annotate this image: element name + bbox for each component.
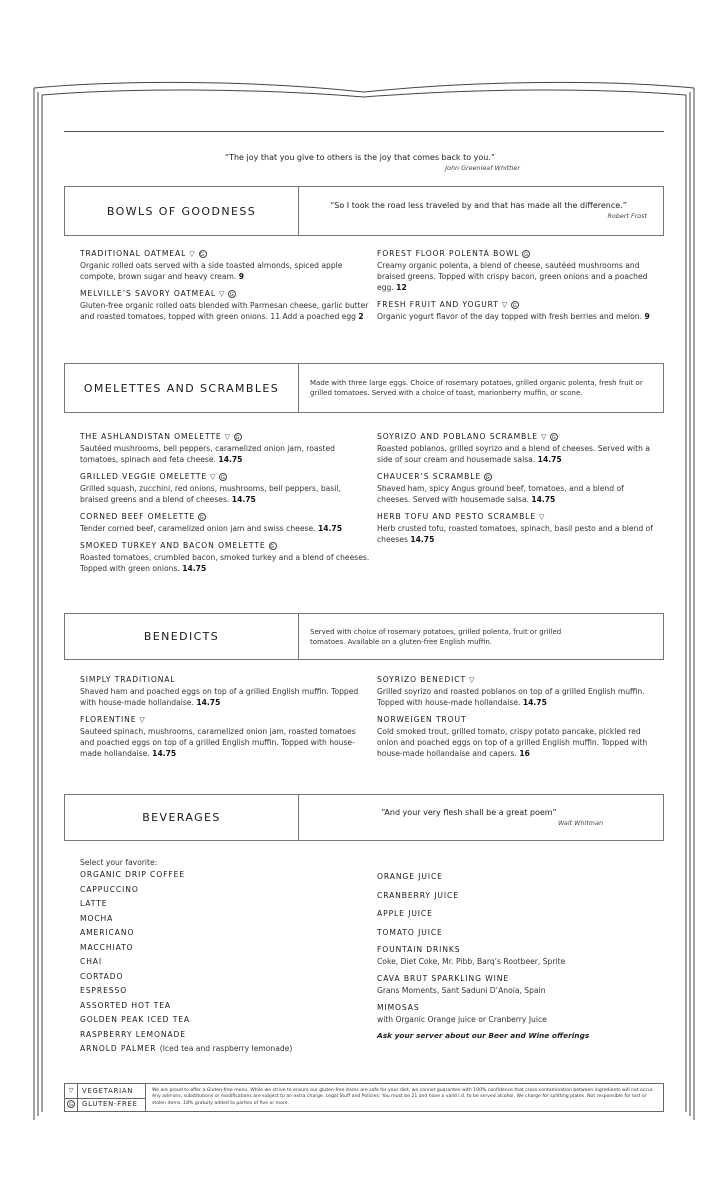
item-name: CORNED BEEF OMELETTE xyxy=(80,512,196,521)
item-price: 12 xyxy=(396,283,407,292)
gluten-free-icon: G xyxy=(485,475,491,481)
beverage-item: TOMATO JUICE xyxy=(377,927,443,937)
gluten-free-icon: G xyxy=(551,435,557,441)
item-desc: Roasted poblanos, grilled soyrizo and a blend of cheeses. Served with a side of sour cream and housemade salsa. xyxy=(377,444,651,464)
item-price: 9 xyxy=(644,312,650,321)
benedicts-right xyxy=(377,674,657,765)
section-title: BOWLS OF GOODNESS xyxy=(106,204,257,218)
beverage-item: GOLDEN PEAK ICED TEA xyxy=(80,1015,191,1024)
section-title: BENEDICTS xyxy=(143,630,220,643)
divider xyxy=(298,795,299,840)
item-desc: Gluten-free organic rolled oats blended with Parmesan cheese, garlic butter and roasted tomatoes, topped with green onions. 11 Add a poached egg xyxy=(80,301,369,321)
gluten-free-icon: G xyxy=(65,1098,78,1112)
item-name: NORWEIGEN TROUT xyxy=(377,715,467,724)
beverage-item: MACCHIATO xyxy=(80,942,134,952)
menu-item xyxy=(377,471,657,505)
item-name: FRESH FRUIT AND YOGURT xyxy=(377,300,499,309)
item-price: 14.75 xyxy=(410,535,435,544)
beverages-left xyxy=(80,857,370,1057)
bowls-header xyxy=(64,186,664,236)
legend xyxy=(65,1084,145,1111)
item-desc: Organic rolled oats served with a side toasted almonds, spiced apple compote, brown sugar and heavy cream. xyxy=(80,261,343,281)
item-desc: Herb crusted tofu, roasted tomatoes, spinach, basil pesto and a blend of cheeses xyxy=(377,524,653,544)
item-price: 2 xyxy=(358,312,364,321)
quote-author: Walt Whitman xyxy=(557,818,603,827)
beverage-name: MIMOSAS xyxy=(377,1003,420,1012)
section-desc: Served with choice of rosemary potatoes, grilled polenta, fruit or grilled tomatoes. Available on a gluten-free English muffin. xyxy=(310,627,562,646)
item-price: 14.75 xyxy=(537,455,562,464)
menu-item xyxy=(80,540,370,574)
item-desc: Creamy organic polenta, a blend of cheese, sautéed mushrooms and braised greens. Topped with crispy bacon, green onions and a poached egg. xyxy=(377,261,648,292)
section-quote xyxy=(335,795,603,840)
menu-item xyxy=(377,248,657,293)
item-price: 14.75 xyxy=(317,524,342,533)
gluten-free-icon: G xyxy=(199,515,205,521)
legend-gluten-free xyxy=(65,1098,145,1112)
item-name: HERB TOFU AND PESTO SCRAMBLE xyxy=(377,512,537,521)
menu-item xyxy=(80,248,370,282)
menu-item xyxy=(80,431,370,465)
beverage-item: ORANGE JUICE xyxy=(377,872,443,881)
item-price: 14.75 xyxy=(152,749,177,758)
legend-label: VEGETARIAN xyxy=(82,1086,134,1095)
beverage-item: AMERICANO xyxy=(80,928,135,937)
beverage-name: ARNOLD PALMER xyxy=(80,1044,157,1053)
item-name: FOREST FLOOR POLENTA BOWL xyxy=(377,249,520,258)
beverage-item xyxy=(377,973,657,996)
beverages-header xyxy=(64,794,664,841)
section-desc: Made with three large eggs. Choice of rosemary potatoes, grilled organic polenta, fresh fruit or grilled tomatoes. Served with a choice of toast, marionberry muffin, or scone. xyxy=(310,379,643,397)
beverage-item: CORTADO xyxy=(80,971,124,981)
item-name: SOYRIZO BENEDICT xyxy=(377,675,467,684)
vegetarian-icon: ▽ xyxy=(65,1084,78,1098)
item-desc: Roasted tomatoes, crumbled bacon, smoked turkey and a blend of cheeses. Topped with green onions. xyxy=(80,553,370,573)
beverage-item xyxy=(80,1042,370,1057)
vegetarian-icon: ▽ xyxy=(540,433,548,441)
divider xyxy=(298,614,299,659)
item-name: SOYRIZO AND POBLANO SCRAMBLE xyxy=(377,432,538,441)
beverage-item: LATTE xyxy=(80,899,108,908)
item-desc: Cold smoked trout, grilled tomato, crispy potato pancake, pickled red onion and poached eggs on top of a grilled English muffin. Topped with house-made hollandaise and capers. xyxy=(377,727,648,758)
vegetarian-icon: ▽ xyxy=(210,473,217,481)
menu-item xyxy=(80,674,370,708)
top-rule xyxy=(64,131,664,132)
omelettes-right xyxy=(377,431,657,551)
item-price: 16 xyxy=(519,749,530,758)
item-name: MELVILLE’S SAVORY OATMEAL xyxy=(80,289,216,298)
beverage-sub: (Iced tea and raspberry lemonade) xyxy=(159,1044,293,1053)
beverage-item xyxy=(377,1002,657,1025)
footer-legend xyxy=(64,1083,664,1112)
omelettes-left xyxy=(80,431,370,580)
menu-item xyxy=(377,714,657,759)
bowls-right xyxy=(377,248,657,328)
gluten-free-icon: G xyxy=(524,252,529,258)
item-desc: Grilled squash, zucchini, red onions, mushrooms, bell peppers, basil, braised greens and a blend of cheeses. xyxy=(80,484,341,504)
menu-item xyxy=(377,431,657,465)
item-price: 14.75 xyxy=(531,495,556,504)
beer-wine-note: Ask your server about our Beer and Wine offerings xyxy=(377,1031,590,1040)
menu-item xyxy=(80,714,370,759)
vegetarian-icon: ▽ xyxy=(224,433,231,441)
beverage-item: APPLE JUICE xyxy=(377,909,433,918)
beverage-desc: with Organic Orange juice or Cranberry Juice xyxy=(377,1015,547,1024)
menu-item xyxy=(80,471,370,505)
item-desc: Sauteed spinach, mushrooms, caramelized onion jam, roasted tomatoes and poached eggs on top of a grilled English muffin. Topped with house-made hollandaise. xyxy=(80,727,356,758)
item-desc: Tender corned beef, caramelized onion jam and swiss cheese. xyxy=(80,524,316,533)
item-price: 14.75 xyxy=(231,495,256,504)
beverage-item: MOCHA xyxy=(80,913,114,923)
beverage-desc: Coke, Diet Coke, Mr. Pibb, Barq’s Rootbeer, Sprite xyxy=(377,957,566,966)
item-price: 14.75 xyxy=(218,455,243,464)
beverage-item: RASPBERRY LEMONADE xyxy=(80,1029,186,1039)
benedicts-left xyxy=(80,674,370,765)
vegetarian-icon: ▽ xyxy=(501,301,509,309)
item-name: SIMPLY TRADITIONAL xyxy=(80,675,176,684)
beverage-item: CRANBERRY JUICE xyxy=(377,890,459,900)
item-price: 9 xyxy=(238,272,245,281)
beverage-item: ORGANIC DRIP COFFEE xyxy=(80,870,186,879)
gluten-free-icon: G xyxy=(221,475,226,481)
item-name: FLORENTINE xyxy=(80,715,137,724)
top-quote-author: John Greenleaf Whittier xyxy=(445,164,520,172)
beverage-item: ESPRESSO xyxy=(80,986,128,995)
item-desc: Organic yogurt flavor of the day topped with fresh berries and melon. xyxy=(377,312,643,321)
vegetarian-icon: ▽ xyxy=(139,716,146,724)
quote-text: “And your very flesh shall be a great poem” xyxy=(381,807,557,817)
menu-item xyxy=(377,511,657,545)
item-desc: Sautéed mushrooms, bell peppers, caramelized onion jam, roasted tomatoes, spinach and feta cheese. xyxy=(80,444,335,464)
top-quote-text: “The joy that you give to others is the joy that comes back to you.” xyxy=(224,153,496,162)
divider xyxy=(298,364,299,412)
quote-text: “So I took the road less traveled by and that has made all the difference.” xyxy=(330,201,627,210)
item-name: THE ASHLANDISTAN OMELETTE xyxy=(80,432,222,441)
menu-item xyxy=(80,288,370,322)
item-price: 14.75 xyxy=(522,698,547,707)
top-quote xyxy=(200,152,520,174)
item-desc: Shaved ham, spicy Angus ground beef, tomatoes, and a blend of cheeses. Served with housemade salsa. xyxy=(377,484,624,504)
beverage-item: CAPPUCCINO xyxy=(80,884,139,894)
legend-vegetarian xyxy=(65,1084,145,1098)
item-price: 14.75 xyxy=(196,698,221,707)
benedicts-header xyxy=(64,613,664,660)
legend-label: GLUTEN-FREE xyxy=(82,1100,138,1109)
beverage-item xyxy=(377,944,657,967)
disclaimer: We are proud to offer a Gluten-free menu. While we strive to ensure our gluten-free items are safe for your diet, we cannot guarantee with 100% confidence that cross-contamination between ingredients will not occur. Any add-ons, substitutions or modifications are subject to an extra charge. Legal Stuff and Policies: You must be 21 and have a valid i.d. to be served alcohol. We charge for splitting plates. Not responsible for lost or stolen items. 18% gratuity added to parties of five or more. xyxy=(152,1088,654,1106)
beverage-name: CAVA BRUT SPARKLING WINE xyxy=(377,974,510,983)
bowls-left xyxy=(80,248,370,328)
quote-author: Robert Frost xyxy=(607,212,647,220)
vegetarian-icon: ▽ xyxy=(189,250,196,258)
gluten-free-icon: G xyxy=(512,303,518,309)
gluten-free-icon: G xyxy=(229,292,235,298)
item-desc: Grilled soyrizo and roasted poblanos on top of a grilled English muffin. Topped with house-made hollandaise. xyxy=(377,687,645,707)
omelettes-header xyxy=(64,363,664,413)
section-title: OMELETTES AND SCRAMBLES xyxy=(83,381,280,395)
item-price: 14.75 xyxy=(182,564,207,573)
beverage-desc: Grans Moments, Sant Saduni D’Anoia, Spain xyxy=(377,986,546,995)
beverages-intro: Select your favorite: xyxy=(80,858,158,867)
vegetarian-icon: ▽ xyxy=(539,513,546,521)
vegetarian-icon: ▽ xyxy=(219,290,226,298)
divider xyxy=(298,187,299,235)
item-desc: Shaved ham and poached eggs on top of a grilled English muffin. Topped with house-made hollandaise. xyxy=(80,687,359,707)
item-name: CHAUCER’S SCRAMBLE xyxy=(377,472,482,481)
gluten-free-icon: G xyxy=(235,435,241,441)
beverage-item: CHAI xyxy=(80,957,103,966)
section-quote xyxy=(310,187,647,235)
item-name: SMOKED TURKEY AND BACON OMELETTE xyxy=(80,541,266,550)
beverage-item: ASSORTED HOT TEA xyxy=(80,1000,172,1010)
gluten-free-icon: G xyxy=(200,252,205,258)
menu-item xyxy=(80,511,370,534)
menu-item xyxy=(377,674,657,708)
section-title: BEVERAGES xyxy=(142,811,221,824)
beverage-name: FOUNTAIN DRINKS xyxy=(377,945,461,954)
item-name: TRADITIONAL OATMEAL xyxy=(80,249,187,258)
gluten-free-icon: G xyxy=(270,544,275,550)
menu-item xyxy=(377,299,657,322)
vegetarian-icon: ▽ xyxy=(469,676,476,684)
divider xyxy=(145,1084,146,1111)
beverages-right xyxy=(377,868,657,1040)
item-name: GRILLED VEGGIE OMELETTE xyxy=(80,472,208,481)
